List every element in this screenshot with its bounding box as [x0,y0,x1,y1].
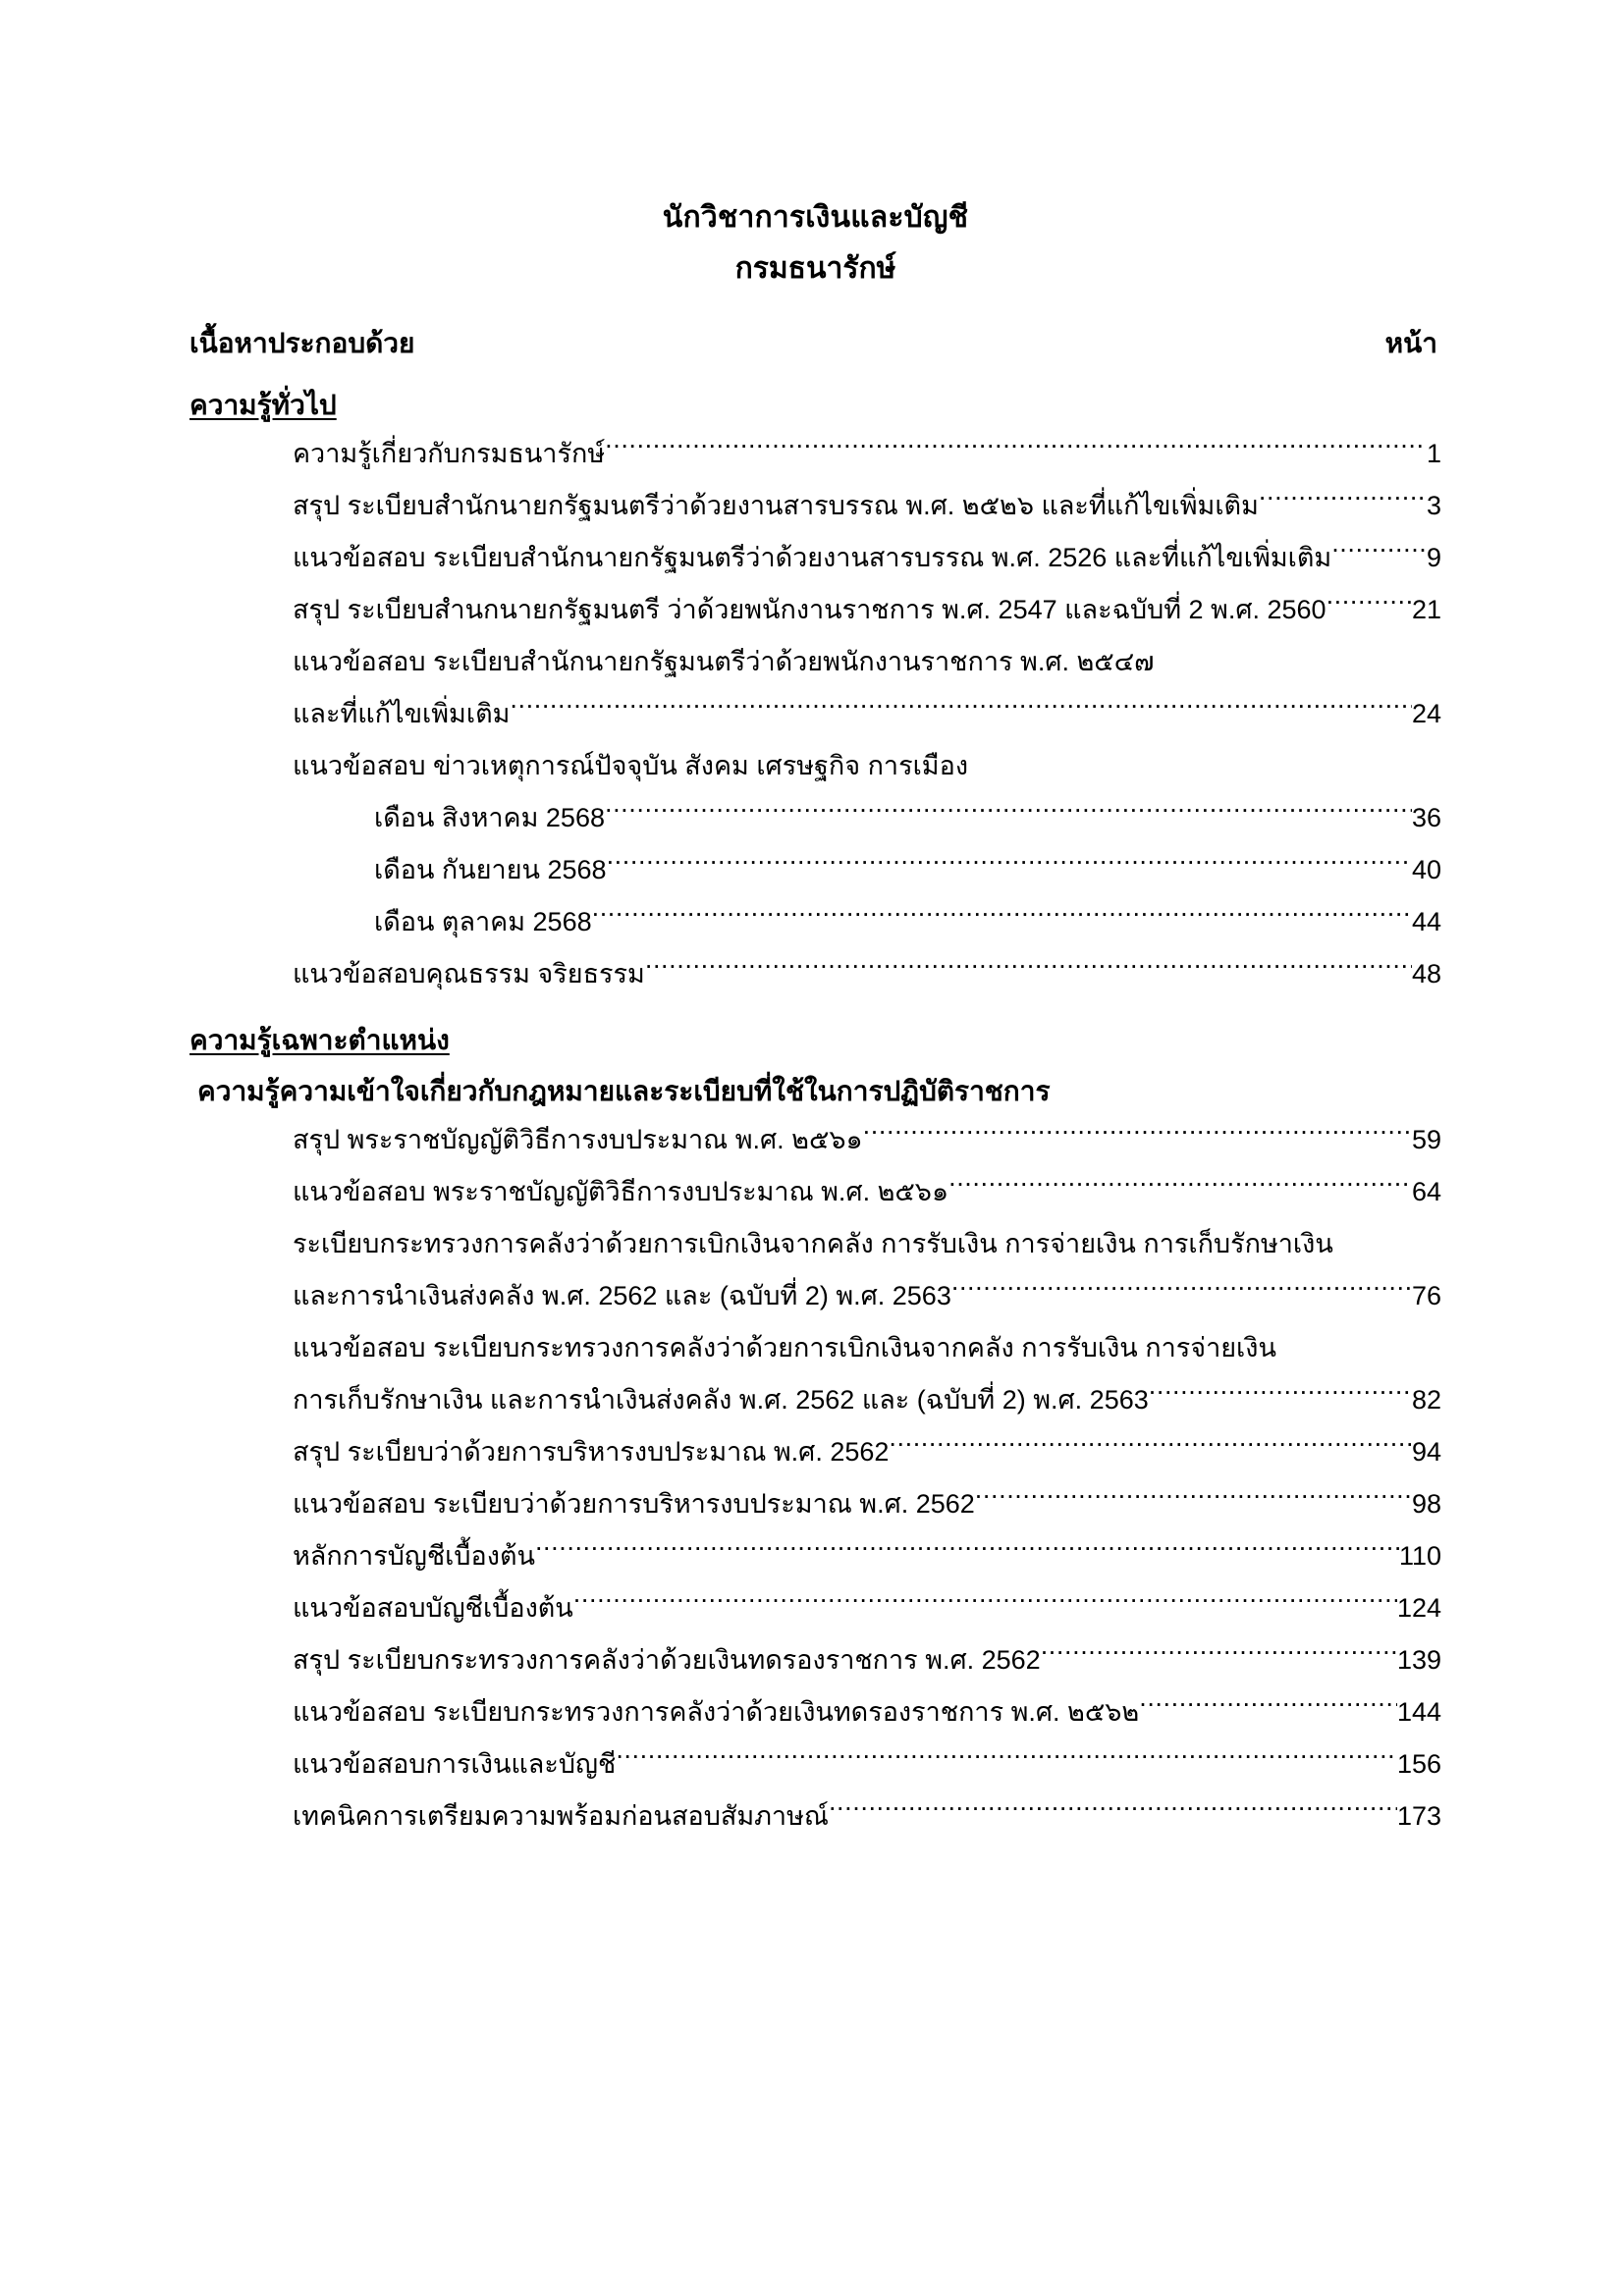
section-heading [189,1018,1441,1063]
toc-entry-page-number: 48 [1411,959,1441,988]
toc-entry-page-number: 94 [1411,1437,1441,1467]
toc-entry[interactable] [189,792,1441,844]
toc-section [189,383,1441,1000]
toc-leader-dots [1149,1382,1412,1409]
toc-entry[interactable] [189,1166,1441,1218]
toc-leader-dots [1041,1642,1397,1669]
toc-leader-dots [1139,1694,1397,1721]
toc-entry-title: แนวข้อสอบ ระเบียบกระทรวงการคลังว่าด้วยเงินทดรองราชการ พ.ศ. ๒๕๖๒ [293,1697,1140,1727]
toc-leader-dots [948,1174,1412,1201]
toc-entry[interactable] [189,1322,1441,1374]
toc-entry-title: แนวข้อสอบ ระเบียบว่าด้วยการบริหารงบประมาณ พ.ศ. 2562 [293,1489,975,1519]
toc-entry-title: การเก็บรักษาเงิน และการนำเงินส่งคลัง พ.ศ. 2562 และ (ฉบับที่ 2) พ.ศ. 2563 [293,1385,1149,1415]
toc-leader-dots [1326,592,1412,618]
toc-entry-title: แนวข้อสอบ พระราชบัญญัติวิธีการงบประมาณ พ.ศ. ๒๕๖๑ [293,1177,949,1206]
toc-entry-title: แนวข้อสอบการเงินและบัญชี [293,1749,617,1779]
toc-entry[interactable] [189,740,1441,792]
toc-list [189,428,1441,1000]
toc-leader-dots [863,1122,1412,1148]
toc-leader-dots [605,800,1412,827]
toc-entry[interactable] [189,844,1441,896]
toc-entry[interactable] [189,636,1441,688]
toc-entry[interactable] [189,1686,1441,1738]
toc-leader-dots [975,1486,1412,1513]
column-header-row [189,322,1441,365]
toc-entry[interactable] [189,1374,1441,1426]
toc-entry[interactable] [189,532,1441,584]
toc-leader-dots [829,1798,1397,1825]
toc-entry[interactable] [189,1478,1441,1530]
toc-entry-page-number: 110 [1398,1541,1441,1571]
toc-entry[interactable] [189,1426,1441,1478]
toc-leader-dots [510,696,1412,722]
toc-entry-title: เดือน ตุลาคม 2568 [374,907,592,936]
toc-entry-page-number: 98 [1411,1489,1441,1519]
toc-entry[interactable] [189,1114,1441,1166]
toc-entry-page-number: 3 [1426,491,1441,520]
toc-entry-page-number: 40 [1411,855,1441,884]
toc-leader-dots [1333,1226,1441,1253]
toc-entry-page-number: 173 [1396,1801,1441,1831]
toc-entry-page-number: 64 [1411,1177,1441,1206]
toc-entry-title: แนวข้อสอบ ระเบียบกระทรวงการคลังว่าด้วยการเบิกเงินจากคลัง การรับเงิน การจ่ายเงิน [293,1333,1276,1362]
toc-entry-page-number: 21 [1411,595,1441,624]
toc-entry-title: สรุป ระเบียบกระทรวงการคลังว่าด้วยเงินทดรองราชการ พ.ศ. 2562 [293,1645,1041,1675]
contents-label: เนื้อหาประกอบด้วย [189,328,415,358]
toc-entry[interactable] [189,948,1441,1000]
toc-leader-dots [968,748,1441,774]
toc-entry-page-number: 36 [1411,803,1441,832]
toc-leader-dots [645,956,1412,983]
toc-entry-title: ความรู้เกี่ยวกับกรมธนารักษ์ [293,439,606,468]
toc-leader-dots [605,436,1427,462]
sections-container [189,383,1441,1842]
toc-entry-title: เทคนิคการเตรียมความพร้อมก่อนสอบสัมภาษณ์ [293,1801,829,1831]
toc-leader-dots [535,1538,1399,1565]
toc-entry[interactable] [189,428,1441,480]
toc-section [189,1018,1441,1842]
toc-leader-dots [951,1278,1412,1305]
toc-entry[interactable] [189,1582,1441,1634]
toc-leader-dots [607,852,1412,879]
toc-entry-title: แนวข้อสอบบัญชีเบื้องต้น [293,1593,573,1623]
toc-entry-page-number: 1 [1426,439,1441,468]
toc-entry-title: แนวข้อสอบ ระเบียบสำนักนายกรัฐมนตรีว่าด้วยพนักงานราชการ พ.ศ. ๒๕๔๗ [293,647,1155,676]
toc-entry-page-number: 76 [1411,1281,1441,1310]
toc-entry-title: และการนำเงินส่งคลัง พ.ศ. 2562 และ (ฉบับที่ 2) พ.ศ. 2563 [293,1281,951,1310]
toc-leader-dots [1276,1330,1441,1357]
toc-content [189,192,1441,1842]
toc-entry-page-number: 124 [1396,1593,1441,1623]
toc-entry-page-number: 44 [1411,907,1441,936]
toc-entry-page-number: 156 [1396,1749,1441,1779]
section-heading-text: ความรู้ทั่วไป [189,390,337,420]
toc-entry-page-number: 139 [1396,1645,1441,1675]
toc-entry-page-number: 59 [1411,1125,1441,1154]
page-label: หน้า [1384,328,1437,358]
toc-entry-page-number: 82 [1411,1385,1441,1415]
toc-entry-title: เดือน สิงหาคม 2568 [374,803,605,832]
toc-entry[interactable] [189,1790,1441,1842]
section-heading-text: ความรู้เฉพาะตำแหน่ง [189,1025,450,1055]
toc-entry[interactable] [189,1530,1441,1582]
toc-entry[interactable] [189,1270,1441,1322]
toc-entry-title: แนวข้อสอบคุณธรรม จริยธรรม [293,959,645,988]
toc-entry-page-number: 144 [1396,1697,1441,1727]
toc-entry-title: และที่แก้ไขเพิ่มเติม [293,699,511,728]
toc-entry-title: หลักการบัญชีเบื้องต้น [293,1541,535,1571]
section-heading [189,383,1441,428]
toc-entry[interactable] [189,1634,1441,1686]
toc-leader-dots [592,904,1412,931]
document-title: นักวิชาการเงินและบัญชี [662,201,969,234]
toc-entry-title: สรุป ระเบียบสำนักนายกรัฐมนตรีว่าด้วยงานสารบรรณ พ.ศ. ๒๕๒๖ และที่แก้ไขเพิ่มเติม [293,491,1259,520]
toc-leader-dots [616,1746,1397,1773]
toc-leader-dots [573,1590,1397,1617]
toc-entry-title: ระเบียบกระทรวงการคลังว่าด้วยการเบิกเงินจากคลัง การรับเงิน การจ่ายเงิน การเก็บรักษาเงิน [293,1229,1333,1258]
toc-entry-title: สรุป ระเบียบว่าด้วยการบริหารงบประมาณ พ.ศ. 2562 [293,1437,890,1467]
toc-entry[interactable] [189,1218,1441,1270]
section-subheading: ความรู้ความเข้าใจเกี่ยวกับกฎหมายและระเบียบที่ใช้ในการปฏิบัติราชการ [197,1076,1051,1106]
toc-leader-dots [1259,488,1427,514]
toc-entry-title: สรุป ระเบียบสำนกนายกรัฐมนตรี ว่าด้วยพนักงานราชการ พ.ศ. 2547 และฉบับที่ 2 พ.ศ. 2560 [293,595,1326,624]
toc-entry-title: แนวข้อสอบ ข่าวเหตุการณ์ปัจจุบัน สังคม เศรษฐกิจ การเมือง [293,751,968,780]
toc-leader-dots [1154,644,1441,670]
toc-entry[interactable] [189,896,1441,948]
toc-entry-page-number: 9 [1426,543,1441,572]
toc-entry-title: แนวข้อสอบ ระเบียบสำนักนายกรัฐมนตรีว่าด้วยงานสารบรรณ พ.ศ. 2526 และที่แก้ไขเพิ่มเติม [293,543,1332,572]
toc-entry-title: สรุป พระราชบัญญัติวิธีการงบประมาณ พ.ศ. ๒๕๖๑ [293,1125,863,1154]
toc-entry[interactable] [189,688,1441,740]
toc-entry[interactable] [189,584,1441,636]
toc-entry[interactable] [189,1738,1441,1790]
toc-leader-dots [889,1434,1412,1461]
toc-entry[interactable] [189,480,1441,532]
toc-list [189,1114,1441,1842]
toc-entry-page-number: 24 [1411,699,1441,728]
toc-entry-title: เดือน กันยายน 2568 [374,855,607,884]
toc-leader-dots [1331,540,1427,566]
document-subtitle: กรมธนารักษ์ [734,252,896,285]
